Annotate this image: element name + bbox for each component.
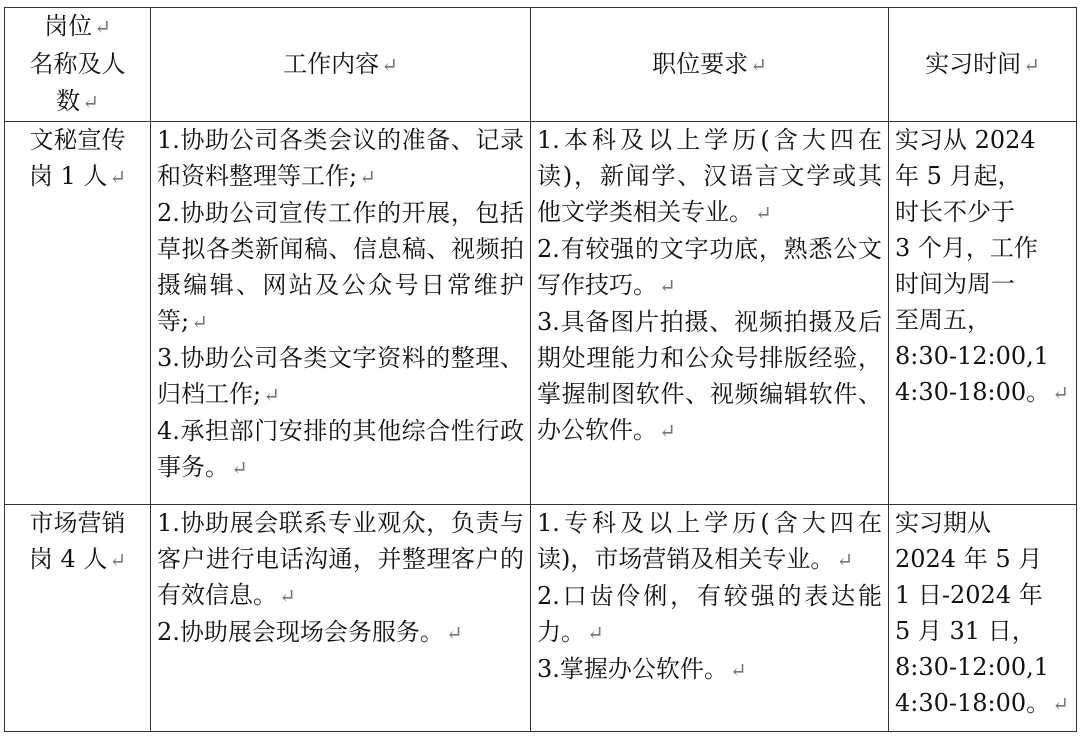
paragraph-mark-icon: ↵ (729, 658, 747, 682)
list-item: 2.协助公司宣传工作的开展，包括草拟各类新闻稿、信息稿、视频拍摄编辑、网站及公众号日常维护等; ↵ (157, 199, 524, 335)
paragraph-mark-icon: ↵ (82, 90, 99, 114)
content-cell (151, 505, 531, 732)
paragraph-mark-icon: ↵ (1052, 692, 1069, 716)
paragraph-mark-icon: ↵ (263, 383, 280, 407)
paragraph-mark-icon: ↵ (750, 52, 767, 77)
paragraph-mark-icon: ↵ (445, 621, 463, 645)
header-position-line: 岗位 ↵ (44, 12, 111, 40)
paragraph-mark-icon: ↵ (109, 548, 127, 572)
list-item: 4.承担部门安排的其他综合性行政事务。 ↵ (157, 417, 524, 481)
list-item: 2.口齿伶俐，有较强的表达能力。 ↵ (537, 582, 882, 646)
period-cell: 实习期从 2024 年 5 月 1 日-2024 年 5 月 31 日， 8:30-12:00,1 4:30-18:00。 ↵ (889, 505, 1077, 732)
list-item: 2.有较强的文字功底，熟悉公文写作技巧。 ↵ (537, 235, 882, 299)
paragraph-mark-icon: ↵ (191, 310, 208, 334)
requirements-cell (531, 122, 889, 505)
paragraph-mark-icon: ↵ (836, 548, 854, 572)
role-cell: 市场营销 岗 4 人 ↵ (5, 505, 151, 732)
paragraph-mark-icon: ↵ (109, 165, 127, 189)
list-item: 1.协助展会联系专业观众，负责与客户进行电话沟通，并整理客户的有效信息。 ↵ (157, 509, 524, 609)
content-cell (151, 122, 531, 505)
paragraph-mark-icon: ↵ (659, 274, 676, 298)
paragraph-mark-icon: ↵ (1023, 52, 1040, 77)
table-row (5, 505, 1077, 732)
list-item: 2.协助展会现场会务服务。 ↵ (157, 618, 463, 646)
paragraph-mark-icon: ↵ (94, 15, 111, 39)
header-period: 实习时间 ↵ (889, 8, 1077, 122)
paragraph-mark-icon: ↵ (279, 584, 296, 608)
table-row (5, 122, 1077, 505)
list-item: 3.掌握办公软件。 ↵ (537, 655, 747, 683)
header-position (5, 8, 151, 122)
list-item: 1.专科及以上学历(含大四在读)，市场营销及相关专业。 ↵ (537, 509, 882, 573)
header-row (5, 8, 1077, 122)
header-content: 工作内容 ↵ (151, 8, 531, 122)
header-requirements: 职位要求 ↵ (531, 8, 889, 122)
list-item: 1.协助公司各类会议的准备、记录和资料整理等工作; ↵ (157, 126, 524, 190)
paragraph-mark-icon: ↵ (1052, 381, 1069, 405)
list-item: 3.协助公司各类文字资料的整理、归档工作; ↵ (157, 344, 524, 408)
list-item: 3.具备图片拍摄、视频拍摄及后期处理能力和公众号排版经验，掌握制图软件、视频编辑软件、办公软件。 ↵ (537, 308, 882, 444)
paragraph-mark-icon: ↵ (659, 419, 676, 443)
header-position-line: 数 ↵ (56, 87, 99, 115)
paragraph-mark-icon: ↵ (587, 621, 604, 645)
role-cell: 文秘宣传 岗 1 人 ↵ (5, 122, 151, 505)
paragraph-mark-icon: ↵ (231, 456, 248, 480)
list-item: 1.本科及以上学历(含大四在读)，新闻学、汉语言文学或其他文学类相关专业。 ↵ (537, 126, 882, 226)
paragraph-mark-icon: ↵ (381, 52, 398, 77)
paragraph-mark-icon: ↵ (755, 201, 772, 225)
paragraph-mark-icon: ↵ (359, 165, 376, 189)
header-position-line: 名称及人 (29, 50, 126, 78)
requirements-cell (531, 505, 889, 732)
period-cell: 实习从 2024 年 5 月起， 时长不少于 3 个月，工作 时间为周一 至周五， 8:30-12:00,1 4:30-18:00。 ↵ (889, 122, 1077, 505)
internship-table (4, 7, 1077, 732)
